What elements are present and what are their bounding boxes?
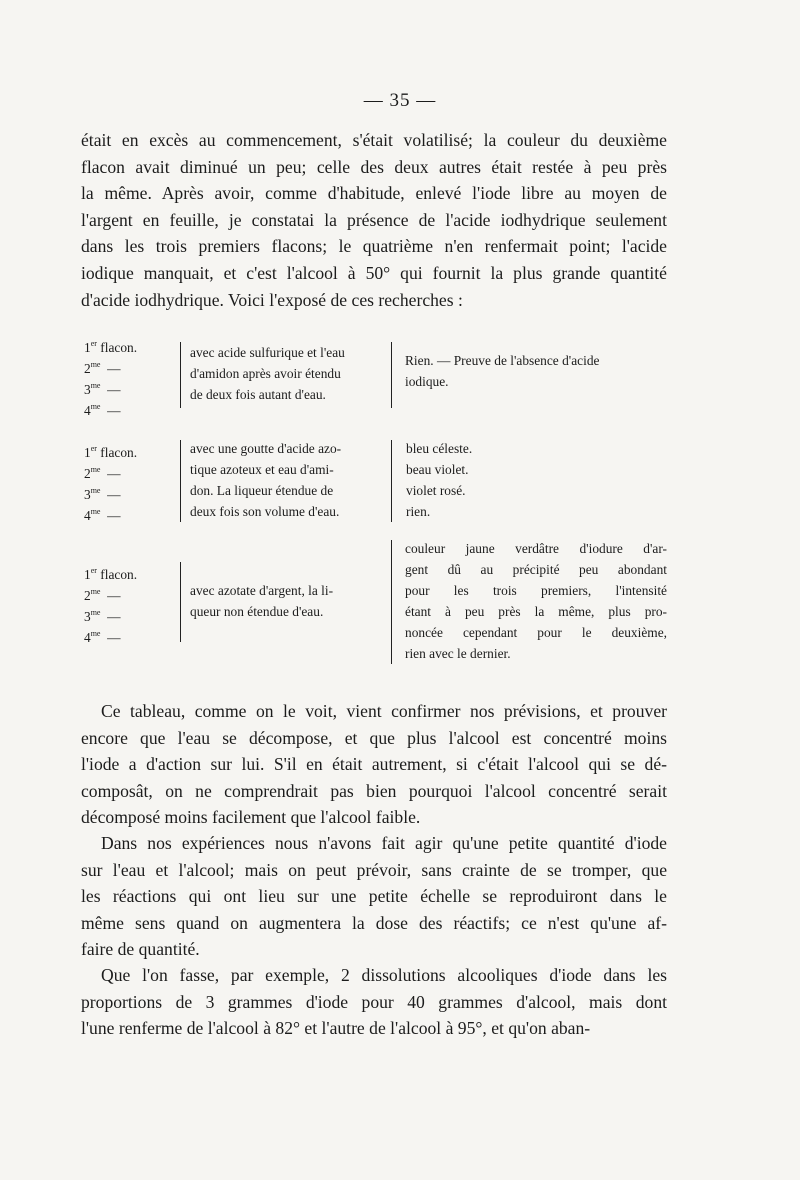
reagent-description [190,580,333,622]
text-line: composât, on ne comprendrait pas bien pourquoi l'alcool concentré serait [81,780,667,801]
flacon-label: $2^{me}$ — [84,587,121,603]
table-text-line: avec une goutte d'acide azo- [190,441,342,456]
text-line: flacon avait diminué un peu; celle des deux autres était restée à peu près [81,156,667,177]
text-line: proportions de 3 grammes d'iode pour 40 grammes d'alcool, mais dont [81,991,667,1012]
table-text-line: rien avec le dernier. [405,646,511,661]
flacon-label: $4^{me}$ — [84,402,121,418]
text-line: même sens quand on augmentera la dose des réactifs; ce n'est qu'une af- [81,912,667,933]
text-line: dans les trois premiers flacons; le quatrième n'en renfermait point; l'acide [81,236,667,257]
flacon-label: $3^{me}$ — [84,608,121,624]
paragraph-1 [81,127,667,313]
table-text-line: noncée cependant pour le deuxième, [405,625,667,640]
table-text-line: don. La liqueur étendue de [190,483,334,498]
paragraph-2 [81,698,667,831]
table-text-line: beau violet. [406,462,469,477]
table-text-line: avec acide sulfurique et l'eau [190,345,345,360]
paragraph-4 [81,962,667,1042]
left-brace [180,440,189,522]
table-text-line: Rien. — Preuve de l'absence d'acide [405,353,600,368]
left-brace [180,342,189,408]
table-text-line: pour les trois premiers, l'intensité [405,583,667,598]
flacon-label: 1er flacon. [84,566,138,582]
flacon-label: $2^{me}$ — [84,465,121,481]
result-description [405,350,599,392]
text-line: Ce tableau, comme on le voit, vient confirmer nos prévisions, et prouver [101,701,667,721]
text-line: sur l'eau et l'alcool; mais on peut prévoir, sans crainte de se tromper, que [81,859,667,880]
flacon-list [84,438,137,522]
result-description [406,438,472,522]
table-text-line: tique azoteux et eau d'ami- [190,462,334,477]
table-text-line: rien. [406,504,431,519]
text-line: l'une renferme de l'alcool à 82° et l'autre de l'alcool à 95°, et qu'on aban- [81,1018,591,1039]
text-line: Que l'on fasse, par exemple, 2 dissolutions alcooliques d'iode dans les [101,965,667,985]
text-line: l'iode a d'action sur lui. S'il en était autrement, si c'était l'alcool qui se dé- [81,754,667,775]
table-text-line: iodique. [405,374,449,389]
page-number: — 35 — [363,90,437,111]
flacon-label: 1er flacon. [84,444,138,460]
text-line: d'acide iodhydrique. Voici l'exposé de ces recherches : [81,289,463,310]
table-text-line: étant à peu près la même, plus pro- [405,604,667,619]
flacon-list [84,333,137,417]
table-text-line: gent dû au précipité peu abondant [405,562,667,577]
left-brace [180,562,189,642]
table-text-line: de deux fois autant d'eau. [190,387,326,402]
flacon-label: $3^{me}$ — [84,381,121,397]
flacon-label: $4^{me}$ — [84,629,121,645]
text-line: faire de quantité. [81,939,200,960]
text-line: l'argent en feuille, je constatai la présence de l'acide iodhydrique seulement [81,209,667,230]
flacon-label: $3^{me}$ — [84,486,121,502]
text-line: la même. Après avoir, comme d'habitude, enlevé l'iode libre au moyen de [81,183,667,204]
flacon-label: $2^{me}$ — [84,360,121,376]
flacon-label: 1er flacon. [84,339,138,355]
text-line: décomposé moins facilement que l'alcool faible. [81,807,421,828]
reagent-description [190,342,345,405]
flacon-label: $4^{me}$ — [84,507,121,523]
right-brace [383,342,392,408]
text-line: Dans nos expériences nous n'avons fait agir qu'une petite quantité d'iode [101,833,667,853]
text-line: était en excès au commencement, s'était volatilisé; la couleur du deuxième [81,130,667,150]
result-description [405,538,667,664]
table-text-line: d'amidon après avoir étendu [190,366,341,381]
reagent-description [190,438,341,522]
table-text-line: violet rosé. [406,483,466,498]
table-text-line: couleur jaune verdâtre d'iodure d'ar- [405,541,667,556]
text-line: encore que l'eau se décompose, et que plus l'alcool est concentré moins [81,727,667,748]
table-text-line: deux fois son volume d'eau. [190,504,340,519]
text-line: iodique manquait, et c'est l'alcool à 50° qui fournit la plus grande quantité [81,262,667,283]
table-text-line: avec azotate d'argent, la li- [190,583,334,598]
table-text-line: queur non étendue d'eau. [190,604,324,619]
paragraph-3 [81,830,667,963]
right-brace [383,540,392,664]
flacon-list [84,560,137,644]
text-line: les réactions qui ont lieu sur une petite échelle se reproduiront dans le [81,886,667,907]
right-brace [383,440,392,522]
table-text-line: bleu céleste. [406,441,473,456]
